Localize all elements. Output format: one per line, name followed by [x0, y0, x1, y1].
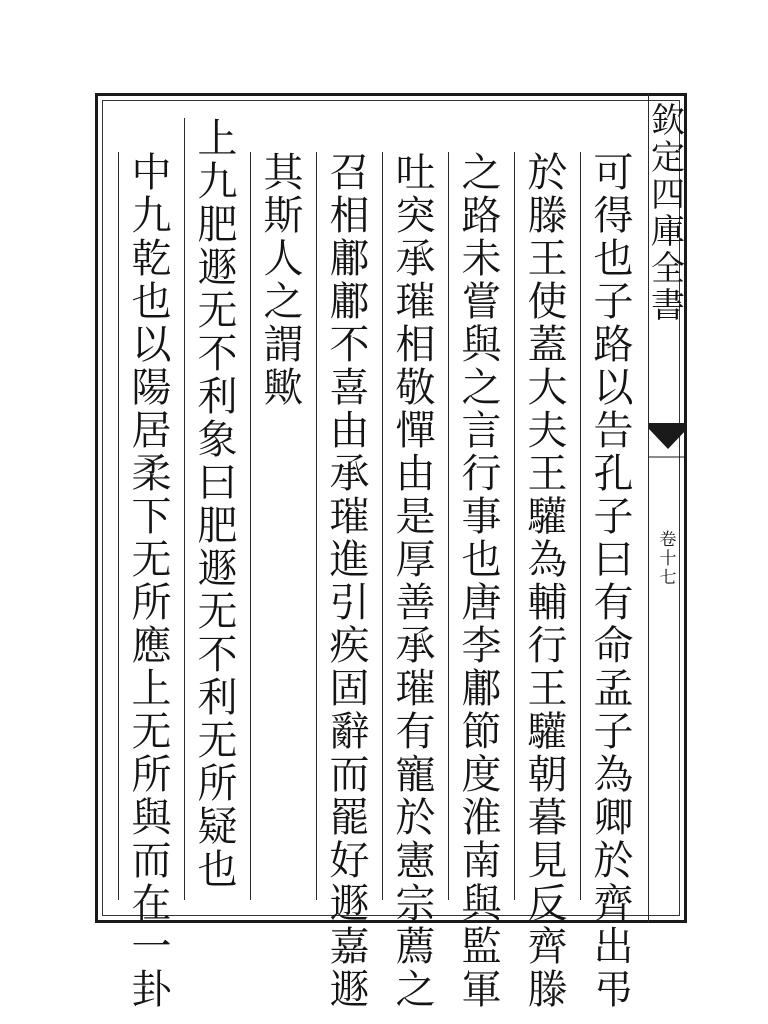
text-char: 乾 — [131, 236, 172, 282]
text-char: 遯 — [329, 967, 370, 1013]
text-char: 人 — [263, 236, 304, 282]
text-column — [382, 150, 448, 1013]
text-char: 卦 — [131, 967, 172, 1013]
text-char: 子 — [593, 494, 634, 540]
text-char: 相 — [395, 322, 436, 368]
text-char: 突 — [395, 193, 436, 239]
text-char: 李 — [461, 623, 502, 669]
text-char: 未 — [461, 236, 502, 282]
text-char: 路 — [461, 193, 502, 239]
text-char: 曰 — [197, 460, 238, 506]
text-char: 進 — [329, 537, 370, 583]
text-char: 无 — [197, 288, 238, 334]
text-char: 可 — [593, 150, 634, 196]
margin-juan-char: 卷 — [659, 530, 677, 550]
text-char: 路 — [593, 322, 634, 368]
text-char: 驩 — [527, 709, 568, 755]
text-char: 弔 — [593, 967, 634, 1013]
text-char: 行 — [461, 451, 502, 497]
text-char: 无 — [131, 537, 172, 583]
text-char: 是 — [395, 494, 436, 540]
text-char: 於 — [395, 795, 436, 841]
text-char: 言 — [461, 408, 502, 454]
text-char: 薦 — [395, 924, 436, 970]
text-column — [118, 150, 184, 1013]
text-char: 大 — [527, 365, 568, 411]
text-char: 南 — [461, 838, 502, 884]
text-char: 子 — [593, 709, 634, 755]
text-char: 事 — [461, 494, 502, 540]
text-char: 斯 — [263, 193, 304, 239]
text-char: 淮 — [461, 795, 502, 841]
text-char: 敬 — [395, 365, 436, 411]
text-char: 滕 — [527, 193, 568, 239]
text-char: 也 — [461, 537, 502, 583]
text-char: 而 — [329, 752, 370, 798]
text-char: 王 — [527, 451, 568, 497]
text-char: 之 — [263, 279, 304, 325]
text-char: 上 — [197, 116, 238, 162]
text-char: 節 — [461, 709, 502, 755]
text-char: 所 — [131, 752, 172, 798]
text-char: 承 — [329, 451, 370, 497]
page-margin-strip — [648, 93, 687, 923]
text-char: 不 — [197, 632, 238, 678]
text-char: 以 — [593, 365, 634, 411]
text-char: 之 — [461, 365, 502, 411]
text-char: 璀 — [395, 666, 436, 712]
text-char: 罷 — [329, 795, 370, 841]
text-column — [250, 152, 316, 900]
text-char: 柔 — [131, 451, 172, 497]
text-char: 在 — [131, 881, 172, 927]
text-char: 軍 — [461, 967, 502, 1013]
text-char: 而 — [131, 838, 172, 884]
text-char: 引 — [329, 580, 370, 626]
text-char: 一 — [131, 924, 172, 970]
text-char: 璀 — [395, 279, 436, 325]
text-char: 陽 — [131, 365, 172, 411]
margin-juan-char: 十 — [659, 549, 677, 569]
text-char: 利 — [197, 374, 238, 420]
margin-collection-title — [649, 103, 687, 325]
text-char: 嘉 — [329, 924, 370, 970]
text-char: 辭 — [329, 709, 370, 755]
text-column — [580, 150, 646, 1013]
margin-juan-char: 七 — [659, 568, 677, 588]
text-char: 以 — [131, 322, 172, 368]
text-char: 由 — [329, 408, 370, 454]
margin-title-char: 庫 — [651, 212, 685, 252]
text-char: 中 — [131, 150, 172, 196]
text-char: 遯 — [329, 881, 370, 927]
fish-tail-ornament-icon — [649, 423, 687, 463]
text-char: 之 — [395, 967, 436, 1013]
text-char: 曰 — [593, 537, 634, 583]
margin-title-char: 全 — [651, 249, 685, 289]
text-char: 也 — [593, 236, 634, 282]
text-char: 與 — [461, 881, 502, 927]
text-char: 嘗 — [461, 279, 502, 325]
text-char: 王 — [527, 666, 568, 712]
text-char: 下 — [131, 494, 172, 540]
text-char: 與 — [461, 322, 502, 368]
text-char: 鄘 — [329, 236, 370, 282]
text-char: 唐 — [461, 580, 502, 626]
text-char: 度 — [461, 752, 502, 798]
text-char: 齊 — [593, 881, 634, 927]
text-char: 居 — [131, 408, 172, 454]
text-column — [316, 150, 382, 1013]
text-char: 驩 — [527, 494, 568, 540]
text-char: 命 — [593, 623, 634, 669]
text-char: 也 — [131, 279, 172, 325]
text-char: 无 — [197, 589, 238, 635]
text-char: 喜 — [329, 365, 370, 411]
text-char: 於 — [527, 150, 568, 196]
text-char: 朝 — [527, 752, 568, 798]
text-char: 得 — [593, 193, 634, 239]
text-char: 吐 — [395, 150, 436, 196]
text-char: 承 — [395, 623, 436, 669]
text-char: 九 — [131, 193, 172, 239]
text-char: 肥 — [197, 202, 238, 248]
text-char: 利 — [197, 675, 238, 721]
text-char: 疑 — [197, 804, 238, 850]
text-char: 出 — [593, 924, 634, 970]
text-char: 有 — [395, 709, 436, 755]
text-char: 召 — [329, 150, 370, 196]
text-char: 輔 — [527, 580, 568, 626]
text-char: 鄘 — [461, 666, 502, 712]
text-char: 反 — [527, 881, 568, 927]
text-char: 為 — [527, 537, 568, 583]
margin-title-char: 書 — [651, 286, 685, 326]
text-char: 孟 — [593, 666, 634, 712]
text-char: 好 — [329, 838, 370, 884]
text-char: 宗 — [395, 881, 436, 927]
margin-title-char: 四 — [651, 175, 685, 215]
text-char: 憚 — [395, 408, 436, 454]
text-char: 齊 — [527, 924, 568, 970]
text-char: 所 — [197, 761, 238, 807]
margin-juan-number — [653, 531, 683, 588]
text-char: 見 — [527, 838, 568, 884]
text-char: 寵 — [395, 752, 436, 798]
text-char: 善 — [395, 580, 436, 626]
text-char: 承 — [395, 236, 436, 282]
text-char: 不 — [197, 331, 238, 377]
text-char: 象 — [197, 417, 238, 463]
text-char: 監 — [461, 924, 502, 970]
text-char: 王 — [527, 236, 568, 282]
text-char: 孔 — [593, 451, 634, 497]
text-char: 卿 — [593, 795, 634, 841]
text-char: 蓋 — [527, 322, 568, 368]
text-char: 遯 — [197, 546, 238, 592]
text-char: 與 — [131, 795, 172, 841]
margin-title-char: 欽 — [651, 101, 685, 141]
text-char: 固 — [329, 666, 370, 712]
text-char: 使 — [527, 279, 568, 325]
text-column — [184, 118, 250, 900]
text-column — [514, 150, 580, 1013]
text-char: 不 — [329, 322, 370, 368]
text-char: 无 — [131, 709, 172, 755]
text-char: 肥 — [197, 503, 238, 549]
text-char: 相 — [329, 193, 370, 239]
text-char: 謂 — [263, 322, 304, 368]
text-char: 於 — [593, 838, 634, 884]
text-char: 滕 — [527, 967, 568, 1013]
text-char: 鄘 — [329, 279, 370, 325]
text-char: 无 — [197, 718, 238, 764]
text-char: 也 — [197, 847, 238, 893]
text-char: 暮 — [527, 795, 568, 841]
text-char: 其 — [263, 150, 304, 196]
text-char: 憲 — [395, 838, 436, 884]
text-char: 遯 — [197, 245, 238, 291]
text-char: 璀 — [329, 494, 370, 540]
text-char: 歟 — [263, 365, 304, 411]
text-char: 為 — [593, 752, 634, 798]
text-char: 夫 — [527, 408, 568, 454]
text-char: 厚 — [395, 537, 436, 583]
text-char: 所 — [131, 580, 172, 626]
text-char: 之 — [461, 150, 502, 196]
text-char: 九 — [197, 159, 238, 205]
text-char: 告 — [593, 408, 634, 454]
text-char: 應 — [131, 623, 172, 669]
text-char: 行 — [527, 623, 568, 669]
margin-title-char: 定 — [651, 138, 685, 178]
text-char: 有 — [593, 580, 634, 626]
text-column — [448, 150, 514, 1013]
text-char: 疾 — [329, 623, 370, 669]
text-char: 由 — [395, 451, 436, 497]
text-char: 上 — [131, 666, 172, 712]
text-char: 子 — [593, 279, 634, 325]
